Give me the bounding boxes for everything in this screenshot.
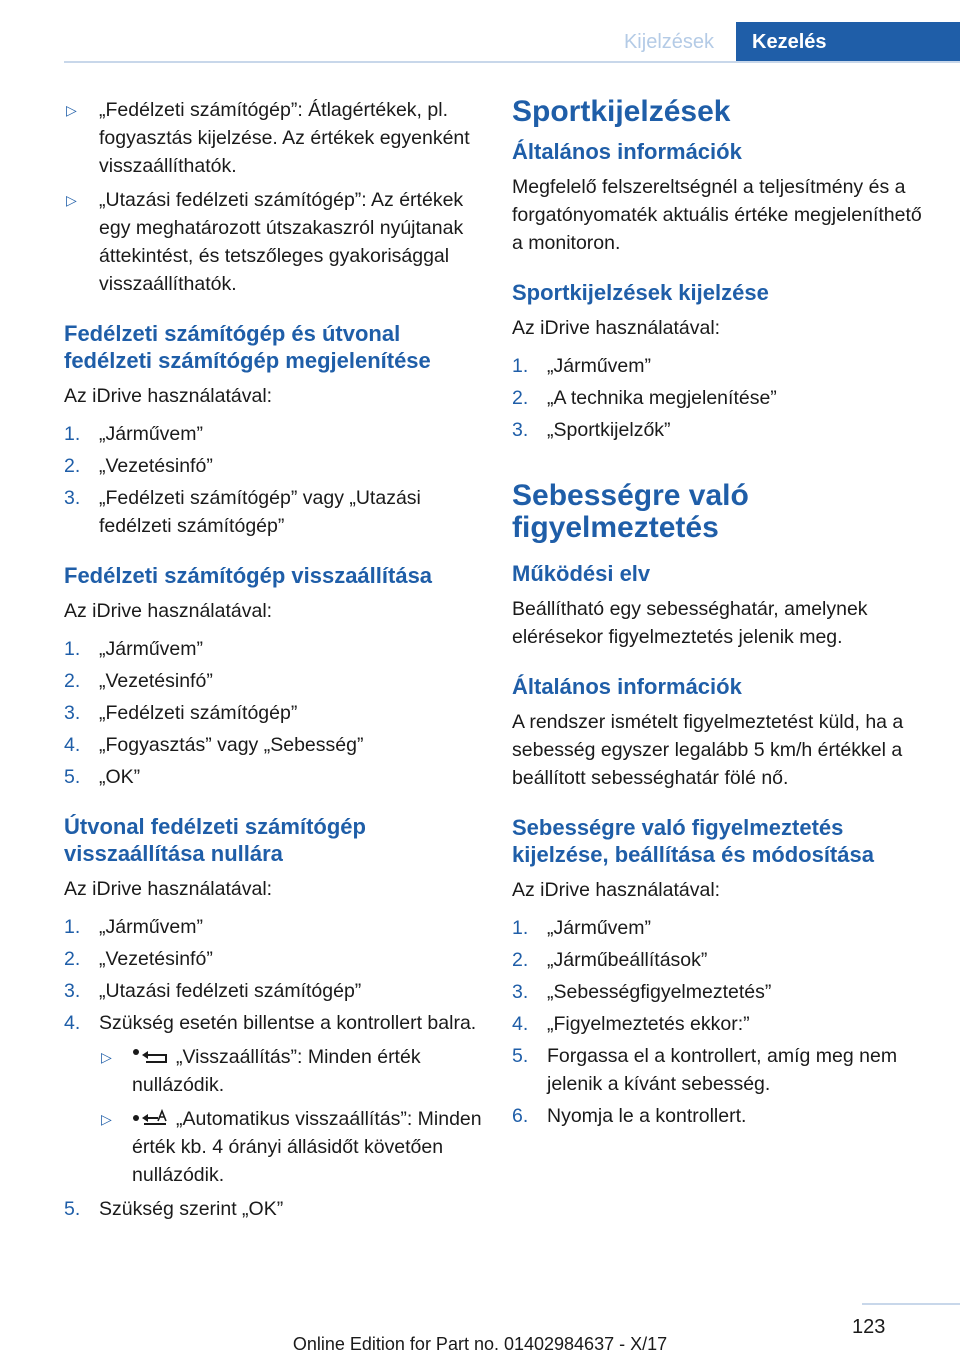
list-item: 2. „Vezetésinfó” (64, 670, 213, 692)
bullet-triangle-icon: ▷ (101, 1111, 112, 1127)
footer-rule (862, 1303, 960, 1305)
step-list (64, 913, 484, 1223)
list-item: 3. „Sportkijelzők” (512, 419, 671, 441)
header-rule (64, 61, 960, 63)
auto-reset-icon (132, 1109, 168, 1127)
list-item: 1. „Járművem” (512, 917, 652, 939)
paragraph: A rendszer ismételt figyelmeztetést küld, ha a sebesség egyszer legalább 5 km/h értékkel a beállított sebességhatár fölé nő. (512, 711, 904, 789)
list-item: 1. „Járművem” (64, 916, 204, 938)
left-column (64, 96, 484, 1227)
sub-bullet-item: ▷ „Visszaállítás”: Minden érték nullázódik. (99, 1043, 484, 1099)
section-heading: Fedélzeti számítógép és útvonal fedélzeti számítógép megjelenítése (64, 321, 431, 373)
list-item: 2. „A technika megjelenítése” (512, 387, 777, 409)
page-number: 123 (852, 1316, 886, 1338)
section-heading: Működési elv (512, 561, 651, 586)
section-heading: Fedélzeti számítógép visszaállítása (64, 563, 433, 588)
header-section-kezeles: Kezelés (736, 22, 960, 62)
page-header (0, 0, 960, 62)
footer-edition-text: Online Edition for Part no. 01402984637 - X/17 (292, 1334, 668, 1354)
bullet-triangle-icon: ▷ (66, 192, 77, 208)
list-item: 3. „Fedélzeti számítógép” (64, 702, 298, 724)
paragraph: Megfelelő felszereltségnél a teljesítmény és a forgatónyomaték aktuális értéke megjeleníthető a monitoron. (512, 176, 922, 254)
list-item: 3. „Fedélzeti számítógép” vagy „Utazási fedélzeti számítógép” (64, 487, 421, 537)
chapter-title: Sportkijelzések (512, 95, 731, 128)
list-item: 4. Szükség esetén billentse a kontrollert balra. ▷ „Visszaállítás”: Minden érték nullázódik. ▷ „Automatikus visszaállítás”: Minden érték kb. 4 órányi állásidőt követően nullázódik. (64, 1009, 484, 1189)
intro-text: Az iDrive használatával: (512, 879, 721, 901)
sub-bullet-item: ▷ „Automatikus visszaállítás”: Minden érték kb. 4 órányi állásidőt követően nullázódik. (99, 1105, 484, 1189)
list-item: 5. Szükség szerint „OK” (64, 1198, 284, 1220)
section-heading: Sportkijelzések kijelzése (512, 280, 769, 305)
intro-text: Az iDrive használatával: (64, 385, 273, 407)
list-item: 5. Forgassa el a kontrollert, amíg meg nem jelenik a kívánt sebesség. (512, 1045, 898, 1095)
paragraph: Beállítható egy sebességhatár, amelynek elérésekor figyelmeztetés jelenik meg. (512, 598, 868, 648)
list-item: 1. „Járművem” (64, 423, 204, 445)
section-heading: Általános információk (512, 674, 742, 699)
reset-icon (132, 1047, 168, 1065)
right-column (512, 96, 932, 1134)
intro-text: Az iDrive használatával: (64, 878, 273, 900)
bullet-item: ▷ „Fedélzeti számítógép”: Átlagértékek, pl. fogyasztás kijelzése. Az értékek egyenként visszaállíthatók. (64, 96, 484, 180)
list-item: 2. „Járműbeállítások” (512, 949, 708, 971)
bullet-triangle-icon: ▷ (66, 102, 77, 118)
intro-text: Az iDrive használatával: (512, 317, 721, 339)
step-list (512, 914, 932, 1130)
list-item: 6. Nyomja le a kontrollert. (512, 1105, 747, 1127)
header-section-kijelzesek: Kijelzések (623, 31, 715, 53)
bullet-item: ▷ „Utazási fedélzeti számítógép”: Az értékek egy meghatározott útszakaszról nyújtanak áttekintést, és tetszőleges gyakorisággal visszaállíthatók. (64, 186, 484, 298)
list-item: 3. „Utazási fedélzeti számítógép” (64, 980, 362, 1002)
section-heading: Útvonal fedélzeti számítógép visszaállítása nullára (64, 814, 366, 866)
list-item: 5. „OK” (64, 766, 141, 788)
chapter-title: Sebességre való figyelmeztetés (512, 479, 749, 544)
section-heading: Általános információk (512, 139, 742, 164)
step-list (64, 635, 484, 791)
intro-text: Az iDrive használatával: (64, 600, 273, 622)
list-item: 1. „Járművem” (64, 638, 204, 660)
list-item: 4. „Figyelmeztetés ekkor:” (512, 1013, 750, 1035)
section-heading: Sebességre való figyelmeztetés kijelzése, beállítása és módosítása (512, 815, 874, 867)
step-list (64, 420, 484, 540)
list-item: 1. „Járművem” (512, 355, 652, 377)
list-item: 2. „Vezetésinfó” (64, 455, 213, 477)
list-item: 2. „Vezetésinfó” (64, 948, 213, 970)
step-list (512, 352, 932, 444)
list-item: 4. „Fogyasztás” vagy „Sebesség” (64, 734, 364, 756)
bullet-triangle-icon: ▷ (101, 1049, 112, 1065)
list-item: 3. „Sebességfigyelmeztetés” (512, 981, 772, 1003)
